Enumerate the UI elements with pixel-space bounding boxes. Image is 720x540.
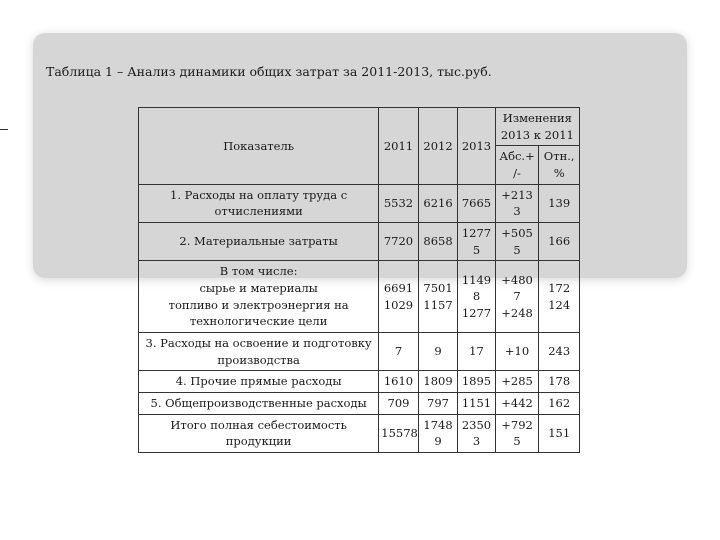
cell-abs: +792 5: [495, 414, 539, 452]
cell-2012: 8658: [418, 223, 458, 261]
cell-2013: 2350 3: [458, 414, 495, 452]
header-year-2013: 2013: [458, 108, 495, 185]
table-row: [139, 223, 580, 261]
table-row: [139, 371, 580, 393]
cell-value: 1029: [383, 297, 414, 312]
row-label-line: технологические цели: [189, 314, 328, 329]
cell-2013: 7665: [458, 184, 495, 222]
cell-2011: 7720: [379, 223, 419, 261]
cell-2012: 1748 9: [418, 414, 458, 452]
cell-abs: +213 3: [495, 184, 539, 222]
cell-2013: [458, 261, 495, 333]
cell-rel: 166: [539, 223, 580, 261]
cell-2011: 709: [379, 393, 419, 415]
row-label: 5. Общепроизводственные расходы: [139, 393, 379, 415]
cell-value: 6691: [383, 281, 414, 296]
cell-abs: +442: [495, 393, 539, 415]
cell-2012: 797: [418, 393, 458, 415]
cell-rel: [539, 261, 580, 333]
cell-value: 1277: [461, 306, 492, 321]
table-row: [139, 333, 580, 371]
header-year-2011: 2011: [379, 108, 419, 185]
table-row: [139, 261, 580, 333]
cell-2011: 7: [379, 333, 419, 371]
table-caption: Таблица 1 – Анализ динамики общих затрат за 2011-2013, тыс.руб.: [46, 64, 492, 79]
cell-abs: +505 5: [495, 223, 539, 261]
cell-abs: [495, 261, 539, 333]
cell-rel: 151: [539, 414, 580, 452]
header-indicator: Показатель: [139, 108, 379, 185]
cell-2013: 1151: [458, 393, 495, 415]
row-label-line: топливо и электроэнергия на: [168, 297, 349, 312]
row-label: Итого полная себестоимость продукции: [139, 414, 379, 452]
row-label: 4. Прочие прямые расходы: [139, 371, 379, 393]
cell-rel: 162: [539, 393, 580, 415]
cell-rel: 139: [539, 184, 580, 222]
row-label-line: В том числе:: [219, 264, 298, 279]
row-label: 3. Расходы на освоение и подготовку производства: [139, 333, 379, 371]
cell-value: 8: [472, 289, 481, 304]
cell-abs: +10: [495, 333, 539, 371]
header-year-2012: 2012: [418, 108, 458, 185]
cell-2012: 1809: [418, 371, 458, 393]
margin-mark: [0, 129, 8, 130]
cell-value: +480: [501, 272, 533, 287]
row-label: 2. Материальные затраты: [139, 223, 379, 261]
row-label-line: сырье и материалы: [199, 281, 318, 296]
cell-value: 124: [548, 297, 571, 312]
cell-value: +248: [501, 306, 533, 321]
header-abs: Абс.+ /-: [495, 146, 539, 184]
cell-rel: 178: [539, 371, 580, 393]
cell-2011: 15578: [379, 414, 419, 452]
cell-2011: 1610: [379, 371, 419, 393]
cell-2012: 9: [418, 333, 458, 371]
row-label: 1. Расходы на оплату труда с отчислениями: [139, 184, 379, 222]
header-rel: Отн., %: [539, 146, 580, 184]
cell-2013: 1895: [458, 371, 495, 393]
cell-2011: 5532: [379, 184, 419, 222]
table-row-total: [139, 414, 580, 452]
header-row: [139, 108, 580, 146]
cell-value: 7501: [423, 281, 453, 296]
cell-2012: 6216: [418, 184, 458, 222]
cell-rel: 243: [539, 333, 580, 371]
cell-value: 172: [548, 281, 571, 296]
header-changes: Изменения 2013 к 2011: [495, 108, 579, 146]
table-row: [139, 393, 580, 415]
cell-2013: 1277 5: [458, 223, 495, 261]
cell-value: 7: [513, 289, 521, 304]
row-label: [139, 261, 379, 333]
cell-2011: [379, 261, 419, 333]
cell-2013: 17: [458, 333, 495, 371]
table-row: [139, 184, 580, 222]
cell-value: 1157: [423, 297, 453, 312]
cell-2012: [418, 261, 458, 333]
cost-dynamics-table: [138, 107, 580, 453]
cell-value: 1149: [461, 272, 492, 287]
cell-abs: +285: [495, 371, 539, 393]
